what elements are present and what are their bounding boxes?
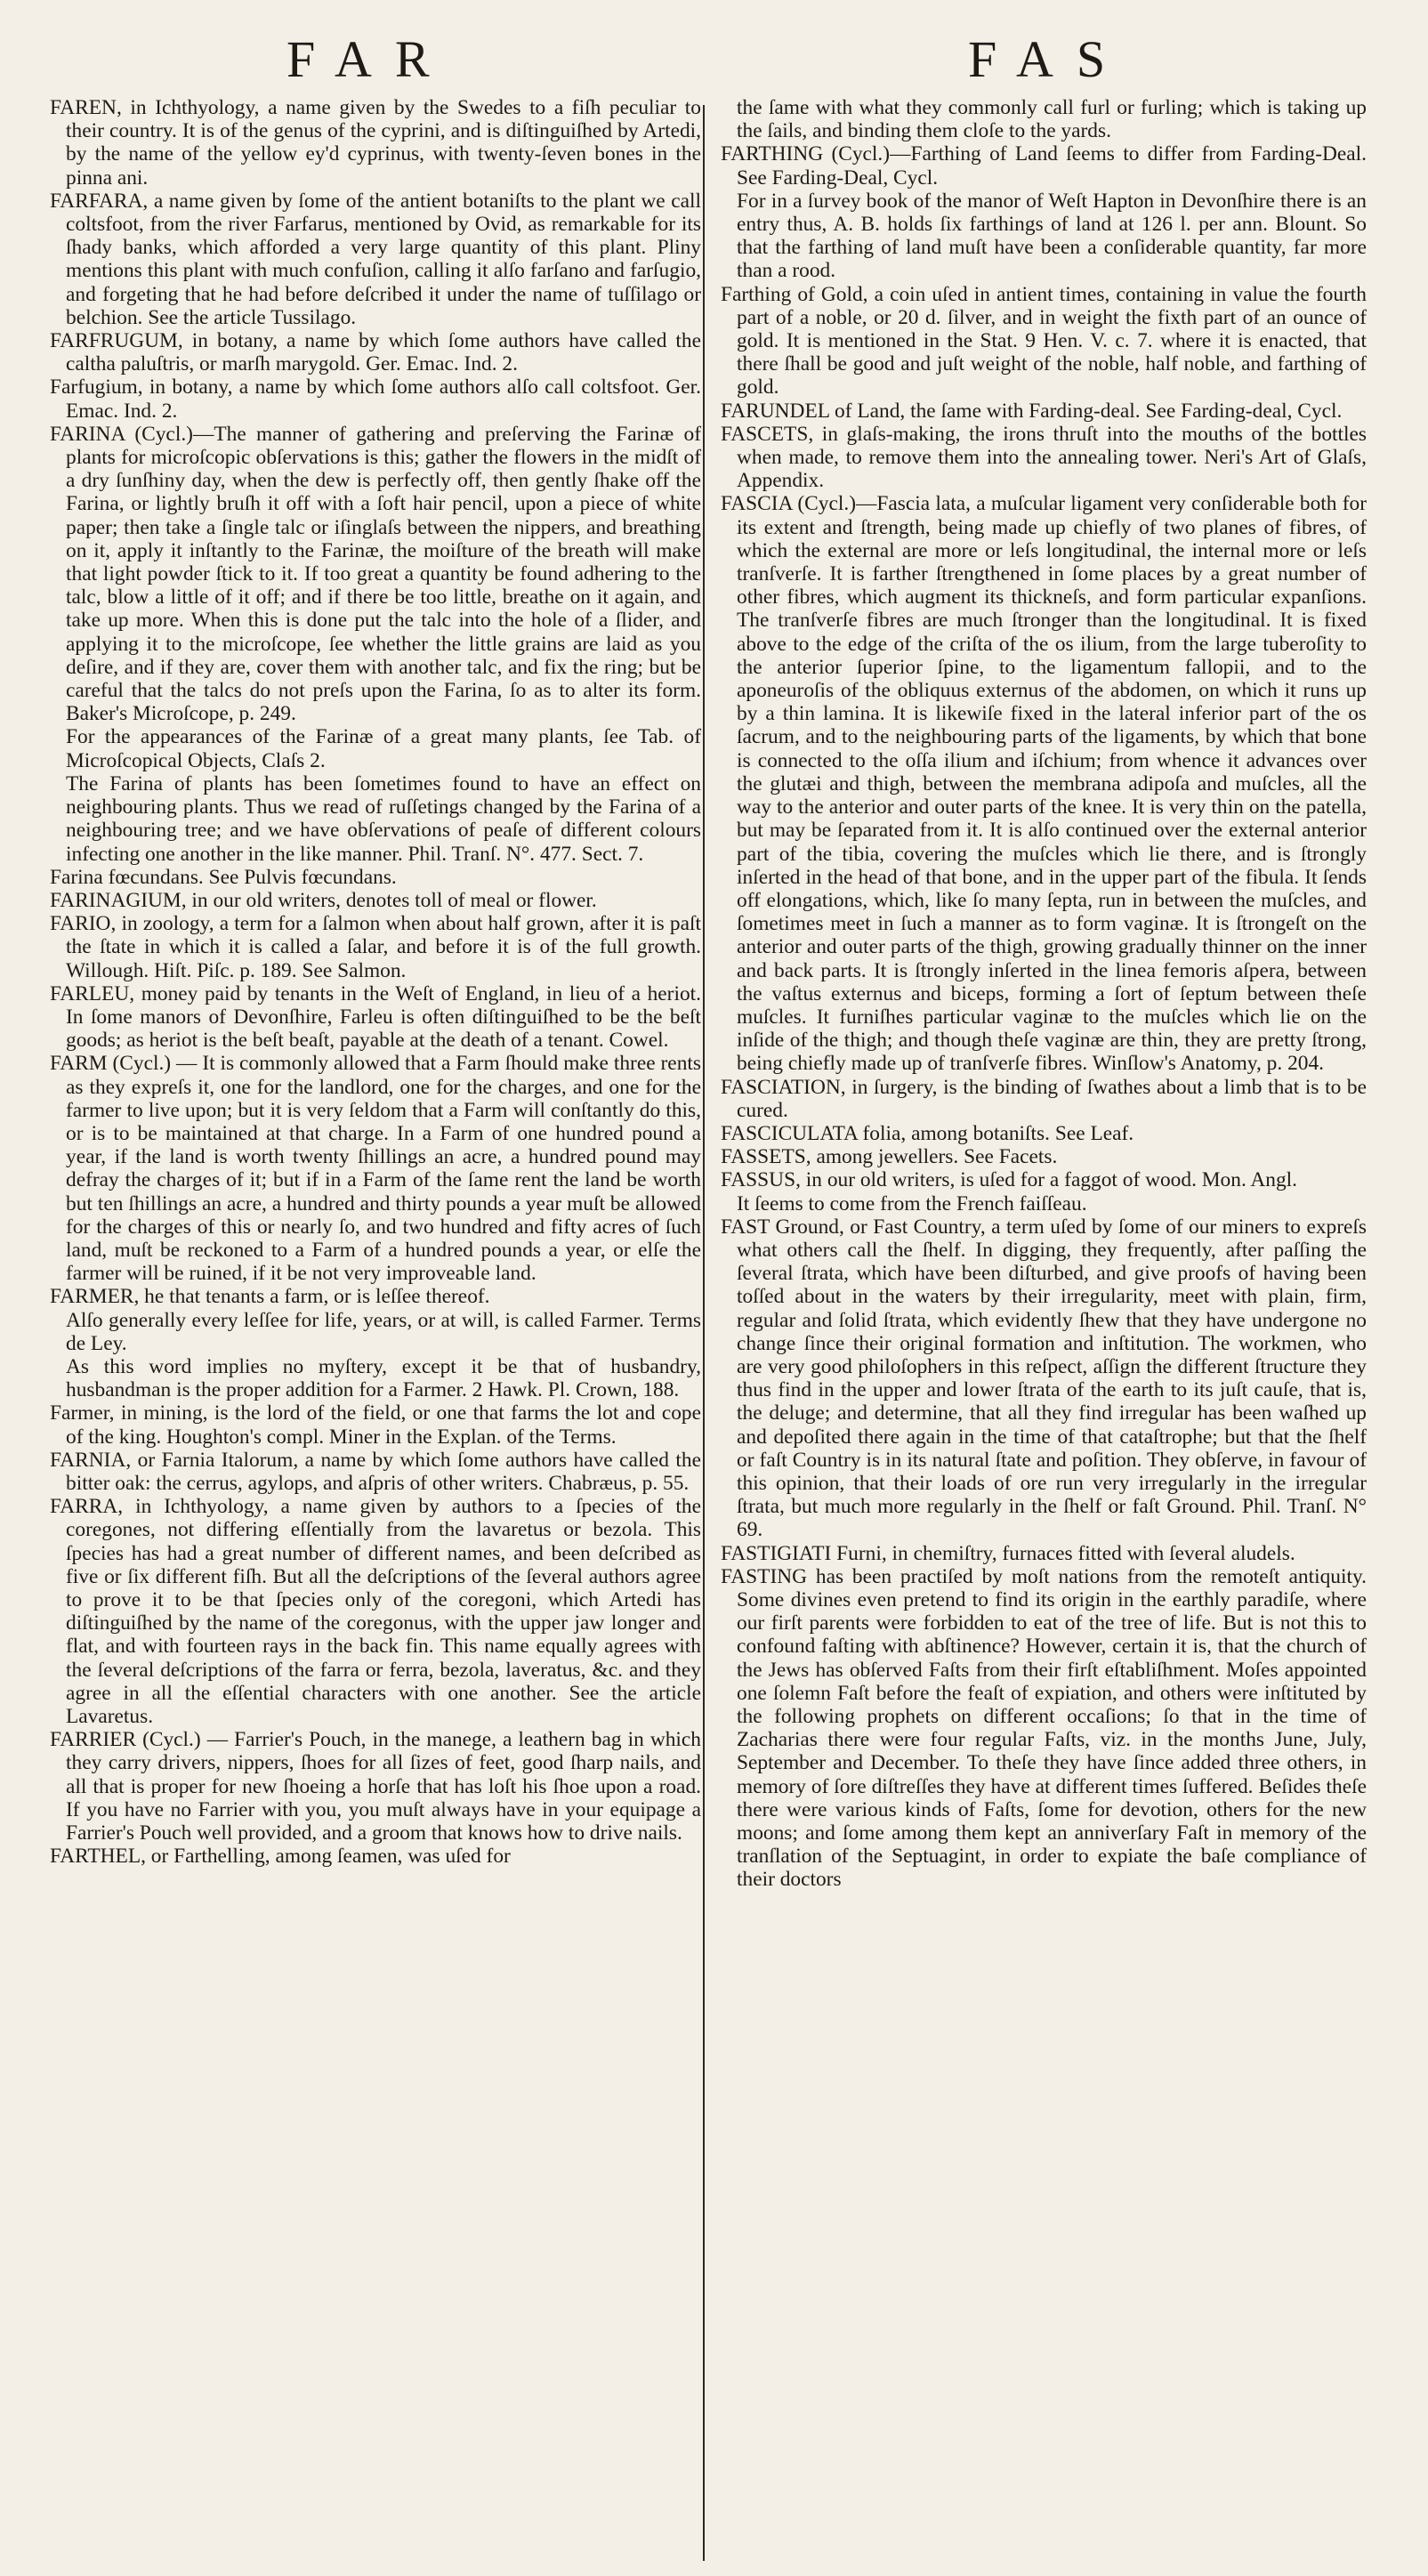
- entry-fascets: FASCETS, in glaſs-making, the irons thruſt into the mouths of the bottles when made, to remove them into the annealing tower. Neri's Art of Glaſs, Appendix.: [721, 422, 1367, 493]
- entry-fassus-french: It ſeems to come from the French faiſſeau.: [737, 1191, 1087, 1215]
- entry-farm: FARM (Cycl.) — It is commonly allowed that a Farm ſhould make three rents as they expreſs it, one for the landlord, one for the charges, and one for the farmer to live upon; but it is very ſeldom that a Farm will conſtantly do this, or is to be maintained at that charge. In a Farm of one hundred pound a year, if the land is worth twenty ſhillings an acre, a hundred pound may defray the charges of it; but if in a Farm of the ſame rent the land be worth but ten ſhillings an acre, a hundred and thirty pounds a year muſt be allowed for the charges of this or nearly ſo, and two hundred and fifty acres of ſuch land, muſt be reckoned to a Farm of a hundred pounds a year, or elſe the farmer will be ruined, if it be not very improveable land.: [50, 1052, 701, 1286]
- entry-farthing-survey: For in a ſurvey book of the manor of Weſt Hapton in Devonſhire there is an entry thus, A. B. holds ſix farthings of land at 126 l. per ann. Blount. So that the farthing of land muſt have been a conſiderable quantity, far more than a rood.: [737, 189, 1367, 283]
- entry-farleu: FARLEU, money paid by tenants in the Weſt of England, in lieu of a heriot. In ſome manors of Devonſhire, Farleu is often diſtinguiſhed to be the beſt goods; as heriot is the beſt beaſt, payable at the death of a tenant. Cowel.: [50, 981, 701, 1053]
- entry-fastigiati: FASTIGIATI Furni, in chemiſtry, furnaces fitted with ſeveral aludels.: [721, 1541, 1295, 1565]
- header-left: FAR: [286, 30, 453, 88]
- entry-farnia: FARNIA, or Farnia Italorum, a name by which ſome authors have called the bitter oak: the cerrus, agylops, and aſpris of other writers. Chabræus, p. 55.: [50, 1448, 701, 1495]
- header-right: FAS: [968, 30, 1129, 88]
- entry-farina: FARINA (Cycl.)—The manner of gathering and preſerving the Farinæ of plants for microſcopic obſervations is this; gather the flowers in the midſt of a dry ſunſhiny day, when the dew is perfectly off, then gently ſhake off the Farina, or lightly bruſh it off with a ſoft hair pencil, upon a piece of white paper; then take a ſingle talc or iſinglaſs between the nippers, and breathing on it, apply it inſtantly to the Farinæ, the moiſture of the breath will make that light powder ſtick to it. If too great a quantity be found adhering to the talc, blow a little of it off; and if there be too little, breathe on it again, and take up more. When this is done put the talc into the hole of a ſlider, and applying it to the microſcope, ſee whether the little grains are laid as you deſire, and if they are, cover them with another talc, and fix the ring; but be careful that the talcs do not preſs upon the Farina, ſo as to alter its form. Baker's Microſcope, p. 249.: [50, 422, 701, 726]
- entry-fassets: FASSETS, among jewellers. See Facets.: [721, 1145, 1058, 1169]
- entry-farmer: FARMER, he that tenants a farm, or is leſſee thereof.: [50, 1285, 490, 1309]
- entry-farthing: FARTHING (Cycl.)—Farthing of Land ſeems to differ from Farding-Deal. See Farding-Deal, Cycl.: [721, 142, 1367, 190]
- entry-farmer-mining: Farmer, in mining, is the lord of the field, or one that farms the lot and cope of the king. Houghton's compl. Miner in the Explan. of the Terms.: [50, 1401, 701, 1449]
- right-column: [721, 96, 1367, 1892]
- entry-farina-appearances: For the appearances of the Farinæ of a great many plants, ſee Tab. of Microſcopical Objects, Claſs 2.: [66, 725, 701, 772]
- column-divider: [703, 105, 705, 2561]
- entry-farina-foecundans: Farina fœcundans. See Pulvis fœcundans.: [50, 865, 397, 889]
- entry-farmer-husbandry: As this word implies no myſtery, except it be that of husbandry, husbandman is the proper addition for a Farmer. 2 Hawk. Pl. Crown, 188.: [66, 1354, 701, 1402]
- entry-farinagium: FARINAGIUM, in our old writers, denotes toll of meal or flower.: [50, 888, 597, 912]
- entry-faren: FAREN, in Ichthyology, a name given by the Swedes to a fiſh peculiar to their country. It is of the genus of the cyprini, and is diſtinguiſhed by Artedi, by the name of the yellow ey'd cyprinus, with twenty-ſeven bones in the pinna ani.: [50, 96, 701, 190]
- entry-farfrugum: FARFRUGUM, in botany, a name by which ſome authors have called the caltha paluſtris, or marſh marygold. Ger. Emac. Ind. 2.: [50, 329, 701, 376]
- entry-farfugium: Farfugium, in botany, a name by which ſome authors alſo call coltsfoot. Ger. Emac. Ind. 2.: [50, 375, 701, 423]
- entry-farina-effect: The Farina of plants has been ſometimes found to have an effect on neighbouring plants. Thus we read of ruſſetings changed by the Farina of a neighbouring tree; and we have obſervations of peaſe of different colours infecting one another in the like manner. Phil. Tranſ. N°. 477. Sect. 7.: [66, 771, 701, 866]
- entry-farfara: FARFARA, a name given by ſome of the antient botaniſts to the plant we call coltsfoot, from the river Farfarus, mentioned by Ovid, as remarkable for its ſhady banks, which afforded a very large quantity of this plant. Pliny mentions this plant with much confuſion, calling it alſo farſano and farſugio, and forgeting that he had before deſcribed it under the name of tuſſilago or belchion. See the article Tussilago.: [50, 189, 701, 329]
- entry-fassus: FASSUS, in our old writers, is uſed for a faggot of wood. Mon. Angl.: [721, 1168, 1297, 1192]
- entry-fascia: FASCIA (Cycl.)—Fascia lata, a muſcular ligament very conſiderable both for its extent and ſtrength, being made up chiefly of two planes of fibres, of which the external are more or leſs longitudinal, the internal more or leſs tranſverſe. It is farther ſtrengthened in ſome places by a great number of other fibres, which augment its thickneſs, and form particular expanſions. The tranſverſe fibres are much ſtronger than the longitudinal. It is fixed above to the edge of the criſta of the os ilium, from the large tuberoſity to the anterior ſuperior ſpine, to the ligamentum fallopii, and to the aponeuroſis of the obliquus externus of the abdomen, on which it runs up by a thin lamina. It is likewiſe fixed in the lateral inferior part of the os ſacrum, and to the neighbouring parts of the ligaments, by which that bone is connected to the oſſa ilium and iſchium; from whence it advances over the glutæi and thigh, between the membrana adipoſa and muſcles, all the way to the anterior and outer parts of the knee. It is very thin on the patella, but may be ſeparated from it. It is alſo continued over the external anterior part of the tibia, covering the muſcles which lie there, and is ſtrongly inſerted in the head of that bone, and in the upper part of the fibula. It ſends off elongations, which, like ſo many ſepta, run in between the muſcles, and ſometimes meet in ſuch a manner as to form vaginæ. It is ſtrongeſt on the anterior and outer parts of the thigh, growing gradually thinner on the inner and back parts. It is ſtrongly inſerted in the linea femoris aſpera, between the vaſtus externus and biceps, forming a ſort of ſeptum between theſe muſcles. It furniſhes particular vaginæ to the muſcles which lie on the inſide of the thigh; and though theſe vaginæ are thin, they are pretty ſtrong, being chiefly made up of tranſverſe fibres. Winſlow's Anatomy, p. 204.: [721, 492, 1367, 1076]
- entry-farmer-lessee: Alſo generally every leſſee for life, years, or at will, is called Farmer. Terms de Ley.: [66, 1308, 701, 1355]
- entry-farra: FARRA, in Ichthyology, a name given by authors to a ſpecies of the coregones, not differing eſſentially from the lavaretus or bezola. This ſpecies has had a great number of different names, and been deſcribed as five or ſix different fiſh. But all the deſcriptions of the ſeveral authors agree to prove it to be that ſpecies only of the coregoni, which Artedi has diſtinguiſhed by the name of the coregonus, with the upper jaw longer and flat, and with fourteen rays in the back fin. This name equally agrees with the ſeveral deſcriptions of the farra or ferra, bezola, laveratus, &c. and they agree in all the eſſential characters with one another. See the article Lavaretus.: [50, 1495, 701, 1729]
- entry-farthing-of-gold: Farthing of Gold, a coin uſed in antient times, containing in value the fourth part of a noble, or 20 d. ſilver, and in weight the fixth part of an ounce of gold. It is mentioned in the Stat. 9 Hen. V. c. 7. where it is enacted, that there ſhall be good and juſt weight of the noble, half noble, and farthing of gold.: [721, 282, 1367, 400]
- left-column: [50, 96, 701, 1868]
- entry-farthel: FARTHEL, or Farthelling, among ſeamen, was uſed for: [50, 1845, 511, 1869]
- entry-farrier: FARRIER (Cycl.) — Farrier's Pouch, in the manege, a leathern bag in which they carry drivers, nippers, ſhoes for all ſizes of feet, good ſharp nails, and all that is proper for new ſhoeing a horſe that has loſt his ſhoe upon a road. If you have no Farrier with you, you muſt always have in your equipage a Farrier's Pouch well provided, and a groom that knows how to drive nails.: [50, 1728, 701, 1845]
- entry-farundel: FARUNDEL of Land, the ſame with Farding-deal. See Farding-deal, Cycl.: [721, 399, 1343, 423]
- entry-farthel-continued: the ſame with what they commonly call furl or furling; which is taking up the ſails, and binding them cloſe to the yards.: [737, 96, 1367, 143]
- entry-fasciculata: FASCICULATA folia, among botaniſts. See Leaf.: [721, 1121, 1134, 1145]
- entry-fasting: FASTING has been practiſed by moſt nations from the remoteſt antiquity. Some divines even pretend to find its origin in the earthly paradiſe, where our firſt parents were forbidden to eat of the tree of life. But is not this to confound faſting with abſtinence? However, certain it is, that the church of the Jews has obſerved Faſts from their firſt eſtabliſhment. Moſes appointed one ſolemn Faſt before the feaſt of expiation, and others were inſtituted by the following prophets on different occaſions; ſo that in the time of Zacharias there were four regular Faſts, viz. in the months June, July, September and December. To theſe they have ſince added three others, in memory of ſore diſtreſſes they have at different times ſuffered. Beſides theſe there were various kinds of Faſts, ſome for devotion, others for the new moons; and ſome among them kept an anniverſary Faſt in memory of the tranſlation of the Septuagint, in order to expiate the baſe compliance of their doctors: [721, 1564, 1367, 1892]
- running-header: [0, 28, 1428, 91]
- entry-fario: FARIO, in zoology, a term for a ſalmon when about half grown, after it is paſt the ſtate in which it is called a ſalar, and before it is of the full growth. Willough. Hiſt. Piſc. p. 189. See Salmon.: [50, 912, 701, 982]
- entry-fast-ground: FAST Ground, or Fast Country, a term uſed by ſome of our miners to expreſs what others call the ſhelf. In digging, they frequently, after paſſing the ſeveral ſtrata, which have been diſturbed, and give proofs of having been toſſed about in the waters by their irregularity, meet with plain, firm, regular and ſolid ſtrata, which evidently ſhew that they have undergone no change ſince their original formation and inſtitution. The workmen, who are very good philoſophers in this reſpect, aſſign the different ſtructure they thus find in the upper and lower ſtrata of the earth to its juſt cauſe, that is, the deluge; and determine, that all they find irregular has been waſhed up and depoſited there again in the time of that cataſtrophe; but that the ſhelf or faſt Country is in its natural ſtate and poſition. They obſerve, in favour of this opinion, that their loads of ore run very irregularly in the irregular ſtrata, but much more regularly in the ſhelf or faſt Ground. Phil. Tranſ. N° 69.: [721, 1215, 1367, 1542]
- entry-fasciation: FASCIATION, in ſurgery, is the binding of ſwathes about a limb that is to be cured.: [721, 1075, 1367, 1122]
